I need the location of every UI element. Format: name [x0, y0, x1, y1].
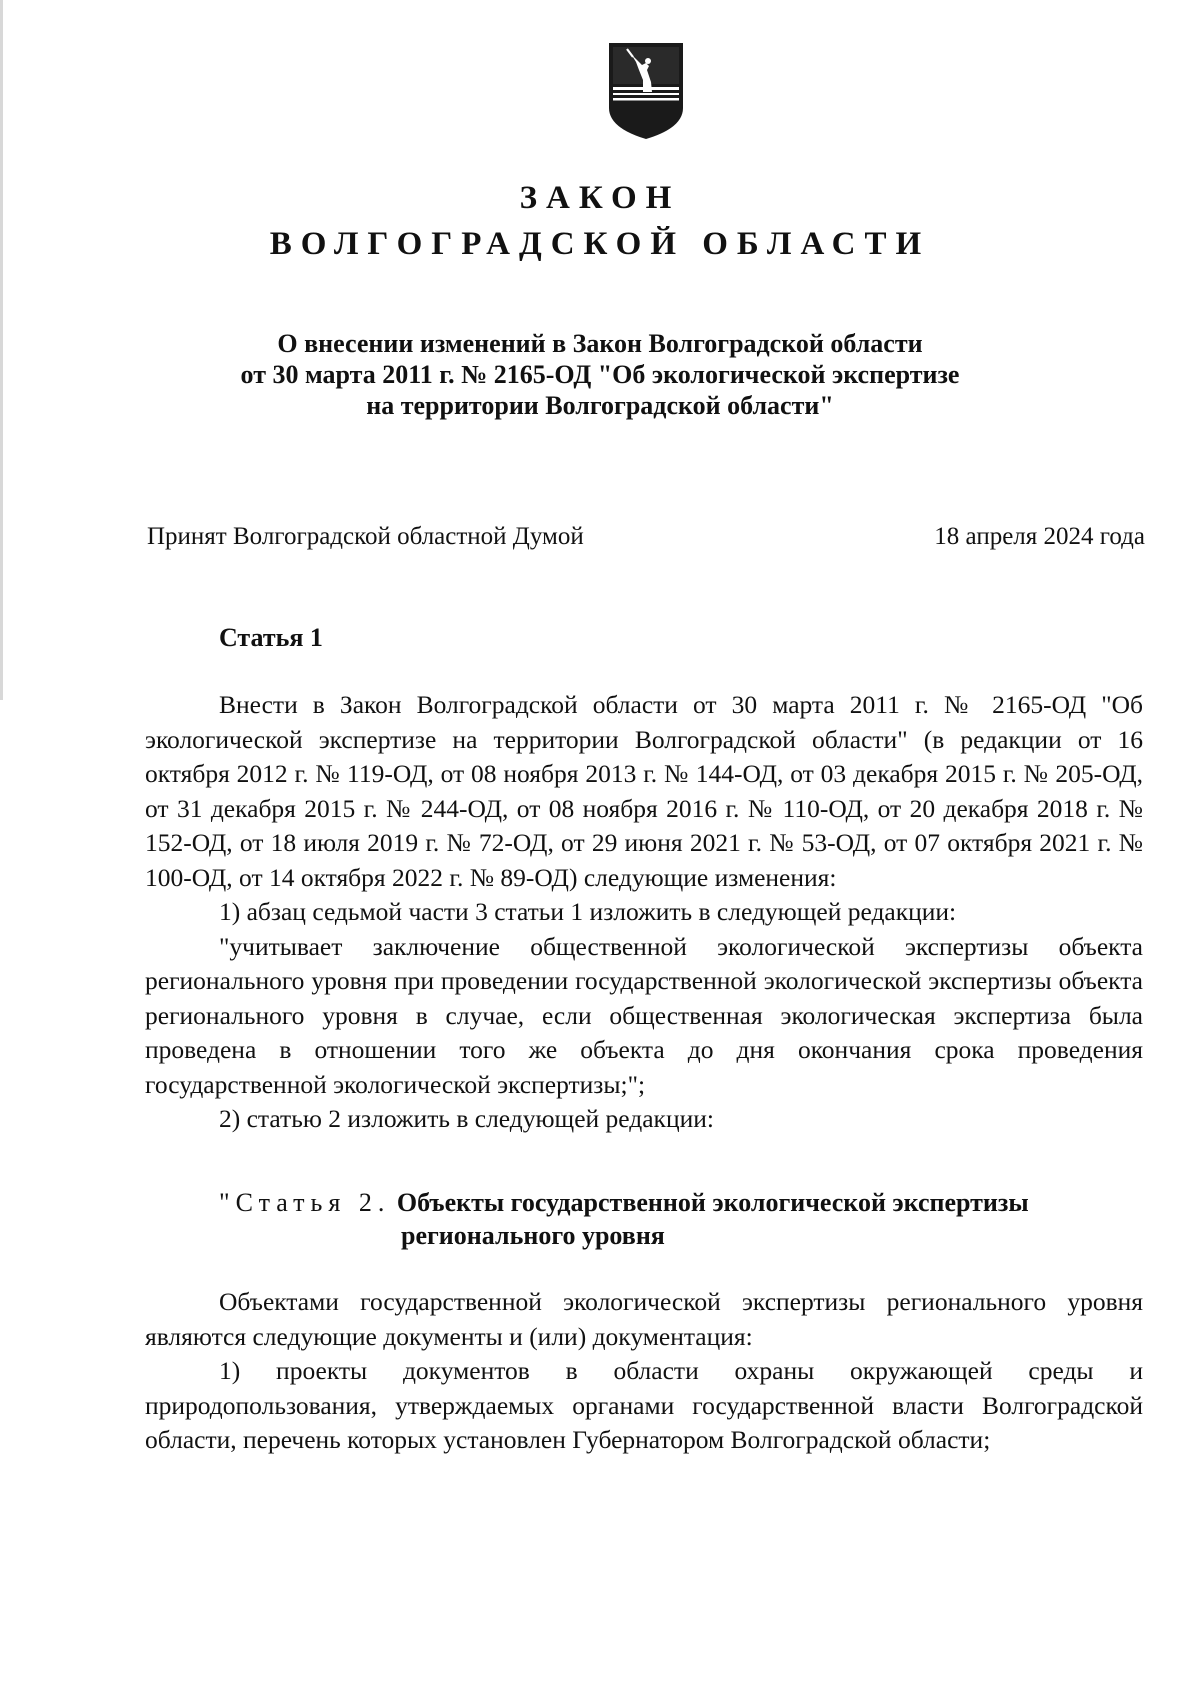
paragraph: 2) статью 2 изложить в следующей редакции: [219, 1104, 714, 1133]
law-subject-line: от 30 марта 2011 г. № 2165-ОД "Об экологической экспертизе [240, 360, 960, 389]
adoption-line [147, 523, 1145, 551]
paragraph: 1) абзац седьмой части 3 статьи 1 изложить в следующей редакции: [219, 897, 957, 926]
law-subject-line: О внесении изменений в Закон Волгоградской области [277, 329, 923, 358]
adopting-body: Принят Волгоградской областной Думой [147, 523, 584, 550]
law-subject [0, 328, 1200, 421]
article-2-title: Объекты государственной экологической экспертизы [396, 1188, 1029, 1217]
paragraph: "учитывает заключение общественной экологической экспертизы объекта регионального уровня при проведении государственной экологической экспертизы объекта регионального уровня в случае, если общественная экологическая экспертиза была проведена в отношении того же объекта до дня окончания срока проведения государственной экологической экспертизы;"; [145, 931, 1143, 1099]
adoption-date: 18 апреля 2024 года [934, 523, 1145, 550]
paragraph: Внести в Закон Волгоградской области от 30 марта 2011 г. № 2165-ОД "Об экологической экспертизе на территории Волгоградской области" (в редакции от 16 октября 2012 г. № 119-ОД, от 08 ноября 2013 г. № 144-ОД, от 03 декабря 2015 г. № 205-ОД, от 31 декабря 2015 г. № 244-ОД, от 08 ноября 2016 г. № 110-ОД, от 20 декабря 2018 г. № 152-ОД, от 18 июля 2019 г. № 72-ОД, от 29 июня 2021 г. № 53-ОД, от 07 октября 2021 г. № 100-ОД, от 14 октября 2022 г. № 89-ОД) следующие изменения: [145, 690, 1143, 892]
law-title: ЗАКОН [519, 180, 681, 216]
paragraph: 1) проекты документов в области охраны окружающей среды и природопользования, утверждаемых органами государственной власти Волгоградской области, перечень которых установлен Губернатором Волгоградской области; [145, 1356, 1143, 1454]
article-2-body [145, 1285, 1143, 1458]
paragraph: Объектами государственной экологической экспертизы регионального уровня являются следующие документы и (или) документация: [145, 1287, 1143, 1351]
article-1-body [145, 688, 1143, 1137]
law-region-title: ВОЛГОГРАДСКОЙ ОБЛАСТИ [269, 226, 931, 262]
article-2-prefix: "Статья 2. [219, 1188, 391, 1217]
article-2-heading [219, 1186, 1029, 1252]
volgograd-coat-of-arms-icon [606, 40, 686, 142]
law-subject-line: на территории Волгоградской области" [366, 391, 834, 420]
article-2-title-continued: регионального уровня [401, 1221, 665, 1250]
article-1-heading: Статья 1 [219, 623, 323, 652]
